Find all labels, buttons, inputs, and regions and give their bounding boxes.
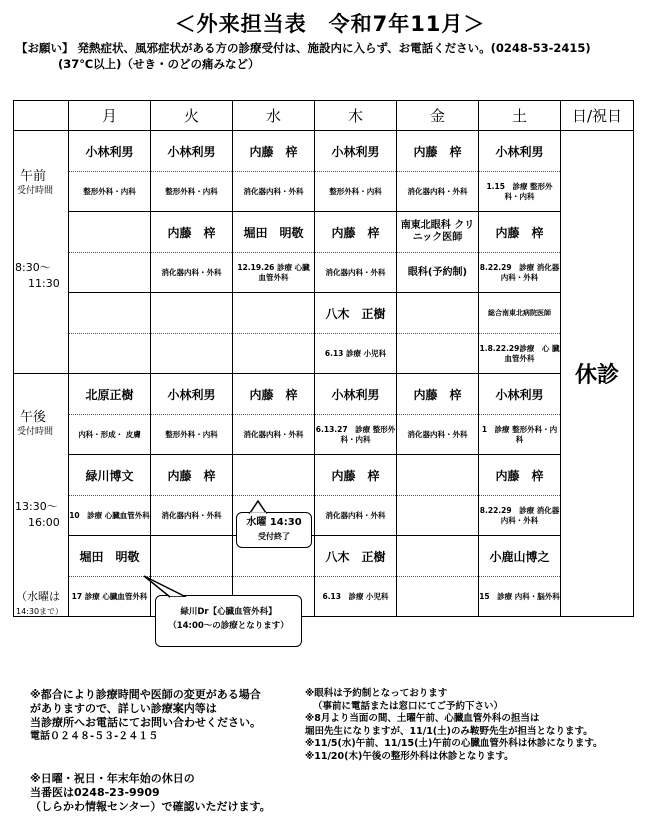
doctor-cell: 小林利男: [479, 131, 561, 172]
dept-cell: 8.22.29 診療 消化器内科・外科: [479, 253, 561, 293]
dept-cell: 6.13.27 診療 整形外科・内科: [315, 415, 397, 455]
afternoon-reception: 受付時間: [17, 427, 54, 437]
footer-right-line: ※眼科は予約制となっております: [305, 688, 448, 699]
dept-cell: 内科・形成・ 皮膚: [69, 415, 151, 455]
footer-left-line: 当診療所へお電話にてお問い合わせください。: [30, 716, 261, 729]
dept-cell: [233, 334, 315, 374]
dept-cell: 消化器内科・外科: [315, 496, 397, 536]
morning-label: 午前: [20, 169, 47, 184]
pm-row-1-doctor: [14, 374, 634, 415]
dept-cell: [397, 496, 479, 536]
dept-cell: 整形外科・内科: [151, 172, 233, 212]
doctor-cell: 内藤 梓: [397, 374, 479, 415]
footer-left: [30, 688, 320, 814]
doctor-cell: 内藤 梓: [233, 374, 315, 415]
dept-cell: [69, 334, 151, 374]
dept-cell: 8.22.29 診療 消化器内科・外科: [479, 496, 561, 536]
doctor-cell: [397, 293, 479, 334]
schedule-table: [13, 100, 634, 617]
wed-callout-line-1: 水曜 14:30: [246, 517, 302, 528]
dept-cell: 15 診療 内科・脳外科: [479, 577, 561, 617]
am-row-1-doctor: [14, 131, 634, 172]
doctor-cell: 堀田 明敬: [233, 212, 315, 253]
doctor-cell: 内藤 梓: [397, 131, 479, 172]
footer-left-line: ※都合により診療時間や医師の変更がある場合: [30, 688, 261, 701]
midorikawa-callout-line-2: （14:00～の診療となります）: [168, 621, 289, 631]
doctor-cell: 小林利男: [315, 374, 397, 415]
doctor-cell: 小林利男: [315, 131, 397, 172]
dept-cell: 1 診療 整形外科・内科: [479, 415, 561, 455]
doctor-cell: 小鹿山博之: [479, 536, 561, 577]
doctor-cell: [69, 212, 151, 253]
dept-cell: 消化器内科・外科: [233, 172, 315, 212]
doctor-cell: 北原正樹: [69, 374, 151, 415]
day-thu: 木: [315, 101, 397, 131]
doctor-cell: [397, 536, 479, 577]
day-wed: 水: [233, 101, 315, 131]
pm-row-3-dept: [14, 577, 634, 617]
doctor-cell: [233, 293, 315, 334]
afternoon-time-end: 16:00: [28, 516, 60, 529]
footer-right-line: （事前に電話または窓口にてご予約下さい）: [313, 700, 504, 712]
morning-reception: 受付時間: [17, 186, 54, 196]
closed-label: 休診: [574, 363, 619, 388]
morning-label-cell: [14, 131, 69, 374]
dept-cell: [397, 577, 479, 617]
afternoon-label: 午後: [20, 410, 47, 425]
dept-cell: [69, 253, 151, 293]
midorikawa-callout-line-1: 緑川Dr【心臓血管外科】: [180, 607, 277, 617]
pm-row-2-dept: [14, 496, 634, 536]
dept-cell: 12.19.26 診療 心臓 血管外科: [233, 253, 315, 293]
dept-cell: 整形外科・内科: [69, 172, 151, 212]
dept-cell: 消化器内科・外科: [397, 172, 479, 212]
page-title: ＜外来担当表 令和7年11月＞: [174, 12, 486, 36]
header-row: [14, 101, 634, 131]
dept-cell: 消化器内科・外科: [315, 253, 397, 293]
doctor-cell: [151, 536, 233, 577]
footer-left-line: 当番医は0248-23-9909: [30, 786, 160, 799]
pm-row-3-doctor: [14, 536, 634, 577]
dept-cell: 眼科(予約制): [397, 253, 479, 293]
pm-row-1-dept: [14, 415, 634, 455]
morning-time-start: 8:30～: [15, 261, 51, 274]
doctor-cell: 内藤 梓: [479, 455, 561, 496]
doctor-cell: 堀田 明敬: [69, 536, 151, 577]
afternoon-label-cell: [14, 374, 69, 617]
footer-left-phone: 電話０２４８-５３-２４１５: [30, 731, 159, 742]
doctor-cell: 内藤 梓: [151, 212, 233, 253]
doctor-cell: [151, 293, 233, 334]
doctor-cell: 内藤 梓: [315, 455, 397, 496]
midorikawa-callout: [155, 595, 302, 647]
wed-note-1: （水曜は: [16, 590, 60, 603]
footer-left-line: がありますので、詳しい診療案内等は: [30, 702, 217, 715]
footer-left-line: ※日曜・祝日・年末年始の休日の: [30, 772, 195, 785]
midorikawa-callout-pointer: [140, 574, 190, 600]
doctor-cell: [233, 455, 315, 496]
holiday-closed-cell: [561, 131, 634, 617]
corner-cell: [14, 101, 69, 131]
am-row-2-dept: [14, 253, 634, 293]
dept-cell: 消化器内科・外科: [397, 415, 479, 455]
dept-cell: [397, 334, 479, 374]
am-row-2-doctor: [14, 212, 634, 253]
doctor-cell: 内藤 梓: [479, 212, 561, 253]
dept-cell: 17 診療 心臓血管外科: [69, 577, 151, 617]
footer-right-line: ※11/5(水)午前、11/15(土)午前の心臓血管外科は休診になります。: [305, 738, 603, 749]
footer-left-spacer: [30, 744, 320, 772]
doctor-cell: [69, 293, 151, 334]
dept-cell: 6.13 診療 小児科: [315, 334, 397, 374]
day-mon: 月: [69, 101, 151, 131]
doctor-cell: 小林利男: [479, 374, 561, 415]
dept-cell: 6.13 診療 小児科: [315, 577, 397, 617]
wed-callout-line-2: 受付終了: [258, 532, 290, 541]
am-row-1-dept: [14, 172, 634, 212]
day-sat: 土: [479, 101, 561, 131]
wed-callout-pointer: [248, 500, 270, 514]
doctor-cell: 八木 正樹: [315, 293, 397, 334]
day-tue: 火: [151, 101, 233, 131]
day-fri: 金: [397, 101, 479, 131]
doctor-cell: 小林利男: [151, 131, 233, 172]
dept-cell: 10 診療 心臓血管外科: [69, 496, 151, 536]
dept-cell: 消化器内科・外科: [151, 496, 233, 536]
doctor-cell: 小林利男: [69, 131, 151, 172]
notice-line-1: 【お願い】 発熱症状、風邪症状がある方の診療受付は、施設内に入らず、お電話ください。(0248-53-2415): [16, 41, 591, 55]
afternoon-time-start: 13:30～: [15, 500, 58, 513]
doctor-cell: 内藤 梓: [233, 131, 315, 172]
footer-left-line: （しらかわ情報センター）で確認いただけます。: [30, 800, 271, 813]
doctor-cell: 総合南東北病院医師: [479, 293, 561, 334]
pm-row-2-doctor: [14, 455, 634, 496]
dept-cell: 1.8.22.29診療 心 臓血管外科: [479, 334, 561, 374]
day-holiday: 日/祝日: [561, 101, 634, 131]
doctor-cell: 小林利男: [151, 374, 233, 415]
dept-cell: 整形外科・内科: [151, 415, 233, 455]
doctor-cell: 内藤 梓: [315, 212, 397, 253]
doctor-cell: 緑川博文: [69, 455, 151, 496]
footer-right-line: ※8月より当面の間、土曜午前、心臓血管外科の担当は: [305, 713, 540, 724]
doctor-cell: 南東北眼科 クリニック医師: [397, 212, 479, 253]
dept-cell: 消化器内科・外科: [151, 253, 233, 293]
dept-cell: 整形外科・内科: [315, 172, 397, 212]
footer-right: [305, 688, 655, 763]
dept-cell: 1.15 診療 整形外科・内科: [479, 172, 561, 212]
footer-right-line: ※11/20(木)午後の整形外科は休診となります。: [305, 750, 514, 762]
doctor-cell: [397, 455, 479, 496]
dept-cell: 消化器内科・外科: [233, 415, 315, 455]
morning-time-end: 11:30: [28, 277, 60, 290]
doctor-cell: 内藤 梓: [151, 455, 233, 496]
doctor-cell: 八木 正樹: [315, 536, 397, 577]
footer-right-line: 堀田先生になりますが、11/1(土)のみ鞍野先生が担当となります。: [305, 725, 593, 737]
notice: [16, 40, 656, 72]
am-row-3-doctor: [14, 293, 634, 334]
notice-line-2: (37℃以上)（せき・のどの痛みなど）: [58, 57, 260, 71]
am-row-3-dept: [14, 334, 634, 374]
wed-callout: [236, 512, 312, 548]
dept-cell: [151, 334, 233, 374]
wed-note-2: 14:30まで）: [16, 607, 64, 616]
